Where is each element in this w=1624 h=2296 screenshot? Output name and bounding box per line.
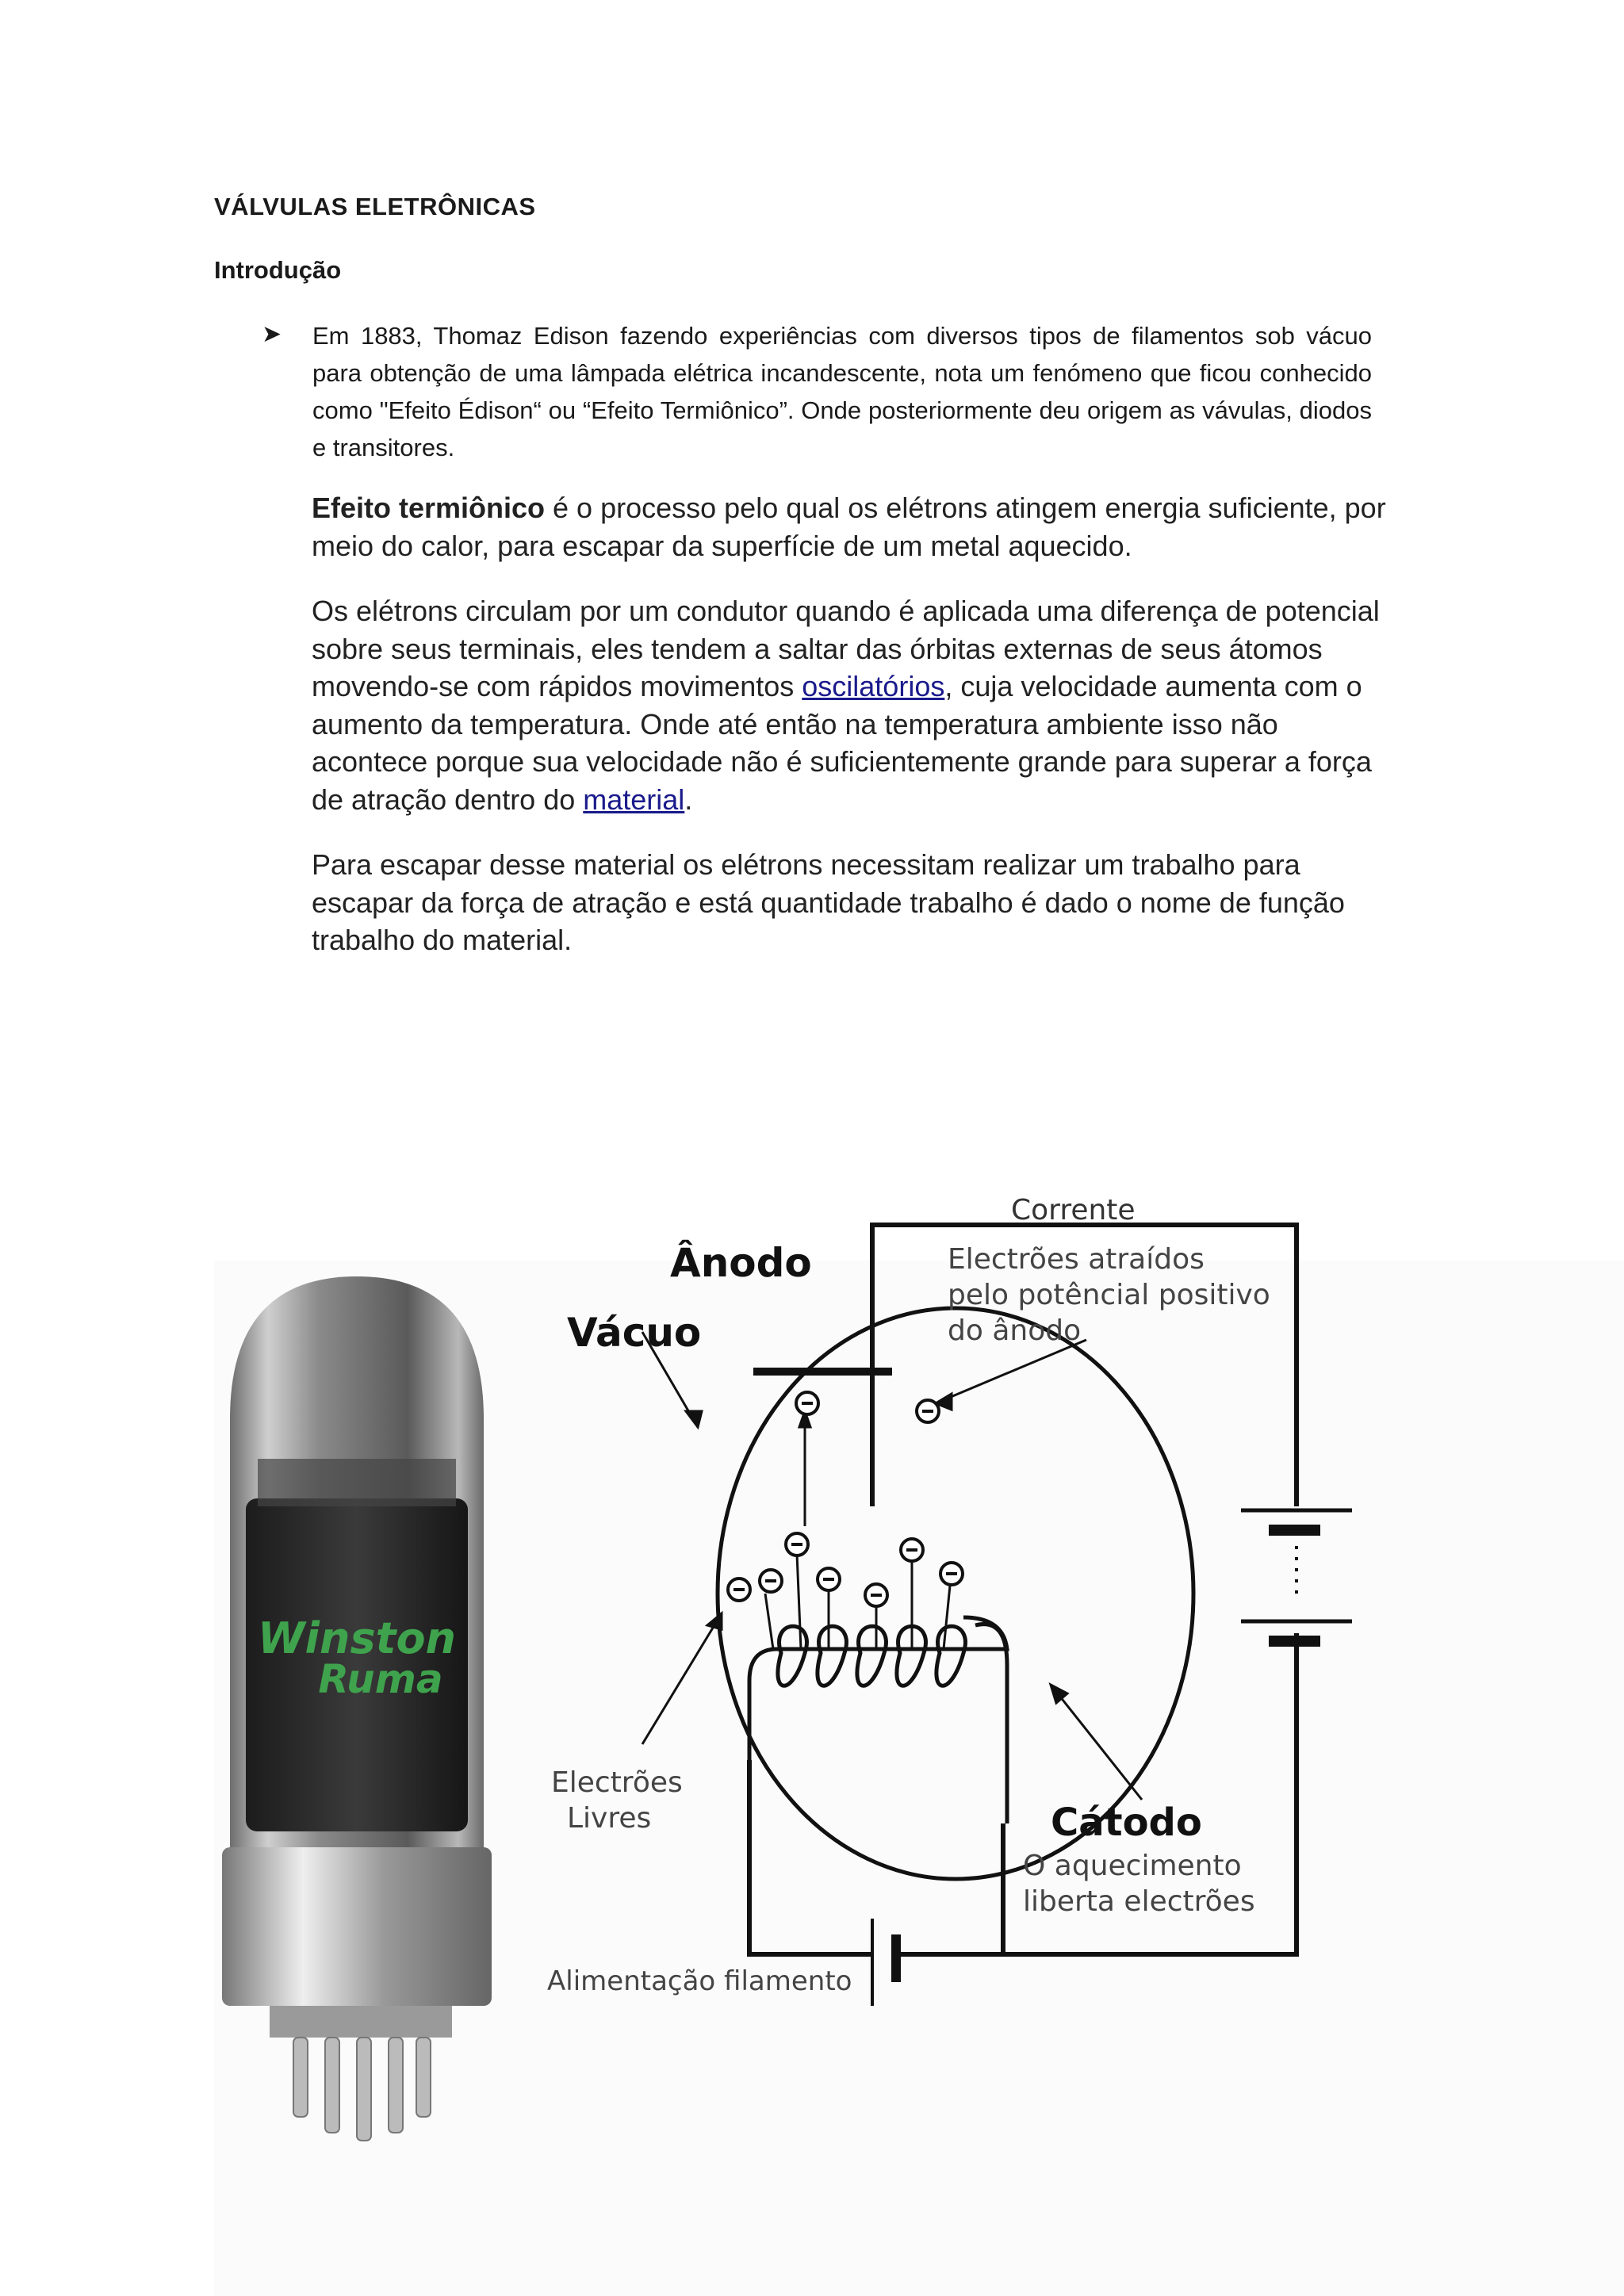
label-vacuum: Vácuo bbox=[567, 1310, 702, 1356]
label-anode: Ânodo bbox=[670, 1240, 812, 1286]
paragraph-text: . bbox=[684, 783, 693, 816]
document-title: VÁLVULAS ELETRÔNICAS bbox=[214, 193, 536, 220]
thermionic-diagram bbox=[531, 1173, 1364, 2014]
circuit-wire-left bbox=[749, 1760, 872, 1954]
bold-term: Efeito termiônico bbox=[312, 492, 546, 524]
label-cathode: Cátodo bbox=[1051, 1800, 1202, 1845]
label-heating-2: liberta electrões bbox=[1023, 1885, 1255, 1918]
figure-area bbox=[0, 1173, 1624, 2296]
link-oscilatorios[interactable]: oscilatórios bbox=[802, 670, 945, 702]
link-material[interactable]: material bbox=[583, 783, 685, 816]
tube-base bbox=[222, 1847, 492, 2006]
vacuum-tube-photo bbox=[214, 1261, 500, 2180]
paragraph-text: , cuja velocidade aumenta com o aumento da temperatura. Onde até então na temperatura ambiente isso não acontece porque sua velocidade não é suficientemente grande para superar a força de atração dentro do bbox=[312, 670, 1372, 816]
arrow-bullet-icon: ➤ bbox=[262, 321, 282, 347]
paragraph-text: Os elétrons circulam por um condutor quando é aplicada uma diferença de potencial sobre seus terminais, eles tendem a saltar das órbitas externas de seus átomos movendo-se com rápidos movimentos bbox=[312, 595, 1380, 702]
paragraph-electrons bbox=[312, 592, 1398, 818]
label-free-electrons-2: Livres bbox=[567, 1802, 652, 1835]
paragraph-work-function: Para escapar desse material os elétrons necessitam realizar um trabalho para escapar da força de atração e está quantidade trabalho é dado o nome de função trabalho do material. bbox=[312, 848, 1345, 956]
tube-brand-line2: Ruma bbox=[318, 1656, 443, 1702]
label-attracted-1: Electrões atraídos bbox=[948, 1243, 1205, 1276]
label-filament-supply: Alimentação filamento bbox=[547, 1965, 852, 1997]
label-heating-1: O aquecimento bbox=[1023, 1850, 1242, 1882]
tube-pins bbox=[293, 2038, 431, 2141]
label-attracted-3: do ânodo bbox=[948, 1314, 1082, 1347]
label-current: Corrente bbox=[1011, 1194, 1136, 1226]
paragraph-text: é o processo pelo qual os elétrons atingem energia suficiente, por meio do calor, para escapar da superfície de um metal aquecido. bbox=[312, 492, 1386, 562]
tube-brand-line1: Winston bbox=[257, 1613, 457, 1663]
section-heading: Introdução bbox=[214, 256, 342, 284]
paragraph-thermionic-effect bbox=[312, 489, 1398, 564]
label-free-electrons-1: Electrões bbox=[551, 1766, 683, 1799]
bullet-text: Em 1883, Thomaz Edison fazendo experiências com diversos tipos de filamentos sob vácuo para obtenção de uma lâmpada elétrica incandescente, nota um fenómeno que ficou conhecido como "Efeito Édison“ ou “Efeito Termiônico”. Onde posteriormente deu origem as vávulas, diodos e transitores. bbox=[312, 322, 1372, 461]
label-attracted-2: pelo potêncial positivo bbox=[948, 1279, 1270, 1311]
